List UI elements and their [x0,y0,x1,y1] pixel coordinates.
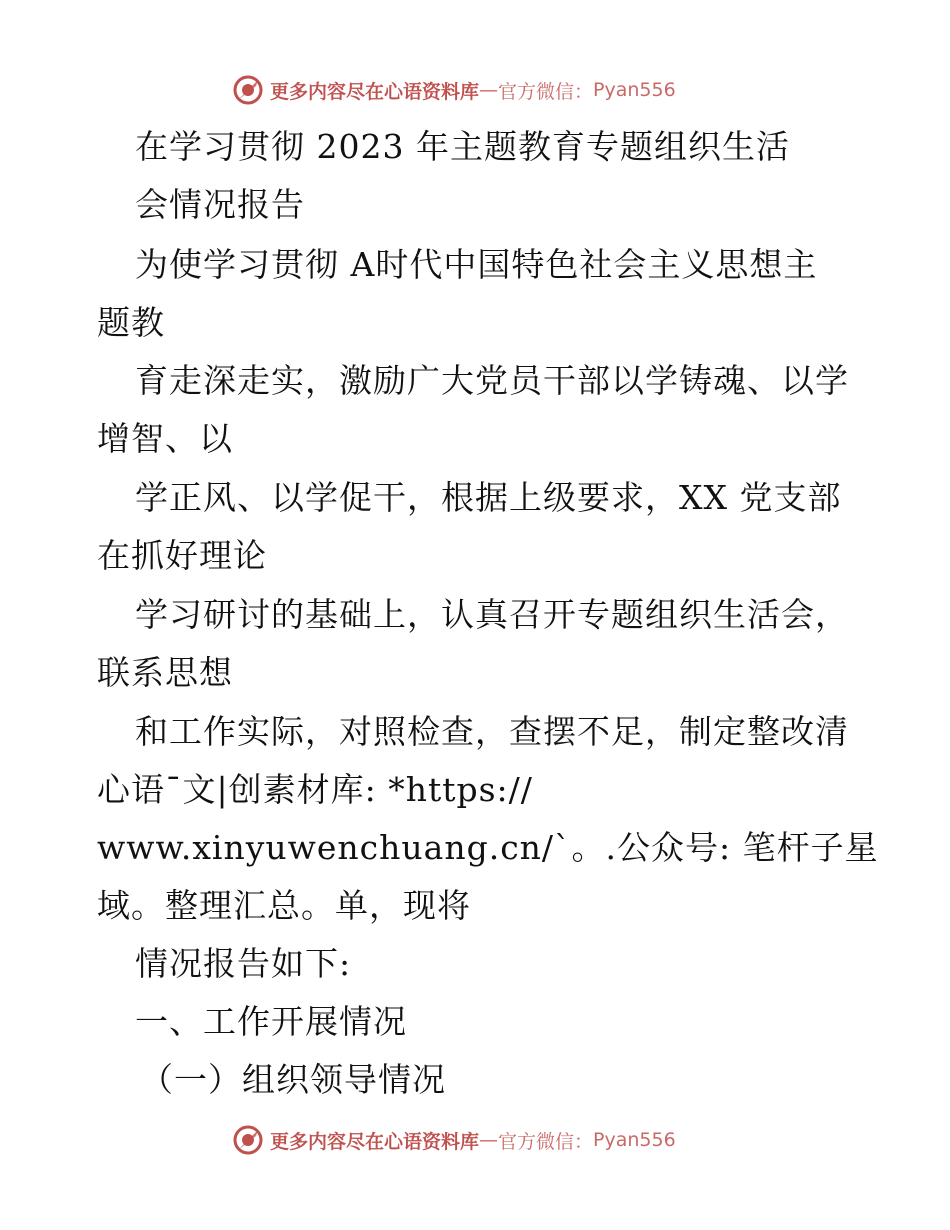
doc-line-14: 域。整理汇总。单，现将 [97,886,471,925]
doc-line-6: 增智、以 [97,419,233,458]
watermark-site-text: 更多内容尽在心语资料库 [270,80,480,103]
doc-line-9: 学习研讨的基础上，认真召开专题组织生活会， [135,595,849,634]
doc-line-1: 在学习贯彻 2023 年主题教育专题组织生活 [135,127,790,166]
doc-line-2: 会情况报告 [135,185,305,224]
doc-line-15: 情况报告如下: [135,944,352,983]
doc-line-7: 学正风、以学促干，根据上级要求，XX 党支部 [135,478,842,517]
doc-line-3: 为使学习贯彻 A时代中国特色社会主义思想主 [135,245,818,284]
pen-logo-icon [232,1124,264,1156]
doc-line-4: 题教 [97,303,165,342]
watermark-banner-bottom [232,1122,732,1158]
watermark-dash: — [479,1129,499,1151]
watermark-wechat-id: Pyan556 [593,1129,676,1151]
doc-line-13: www.xinyuwenchuang.cn/`。.公众号: 笔杆子星 [97,828,879,867]
watermark-contact-text: 官方微信： [498,1130,594,1153]
watermark-dash: — [479,79,499,101]
watermark-contact-text: 官方微信： [498,80,594,103]
doc-line-5: 育走深走实，激励广大党员干部以学铸魂、以学 [135,361,849,400]
doc-line-11: 和工作实际，对照检查，查摆不足，制定整改清 [135,712,849,751]
pen-logo-icon [232,74,264,106]
watermark-wechat-id: Pyan556 [593,79,676,101]
doc-line-8: 在抓好理论 [97,536,267,575]
watermark-site-text: 更多内容尽在心语资料库 [270,1130,480,1153]
section-heading-1: 一、工作开展情况 [135,1002,407,1041]
subsection-heading-1: （一）组织领导情况 [140,1060,446,1099]
doc-line-10: 联系思想 [97,653,233,692]
watermark-banner-top [232,72,732,108]
doc-line-12: 心语¯文|创素材库: *https:// [97,770,533,809]
